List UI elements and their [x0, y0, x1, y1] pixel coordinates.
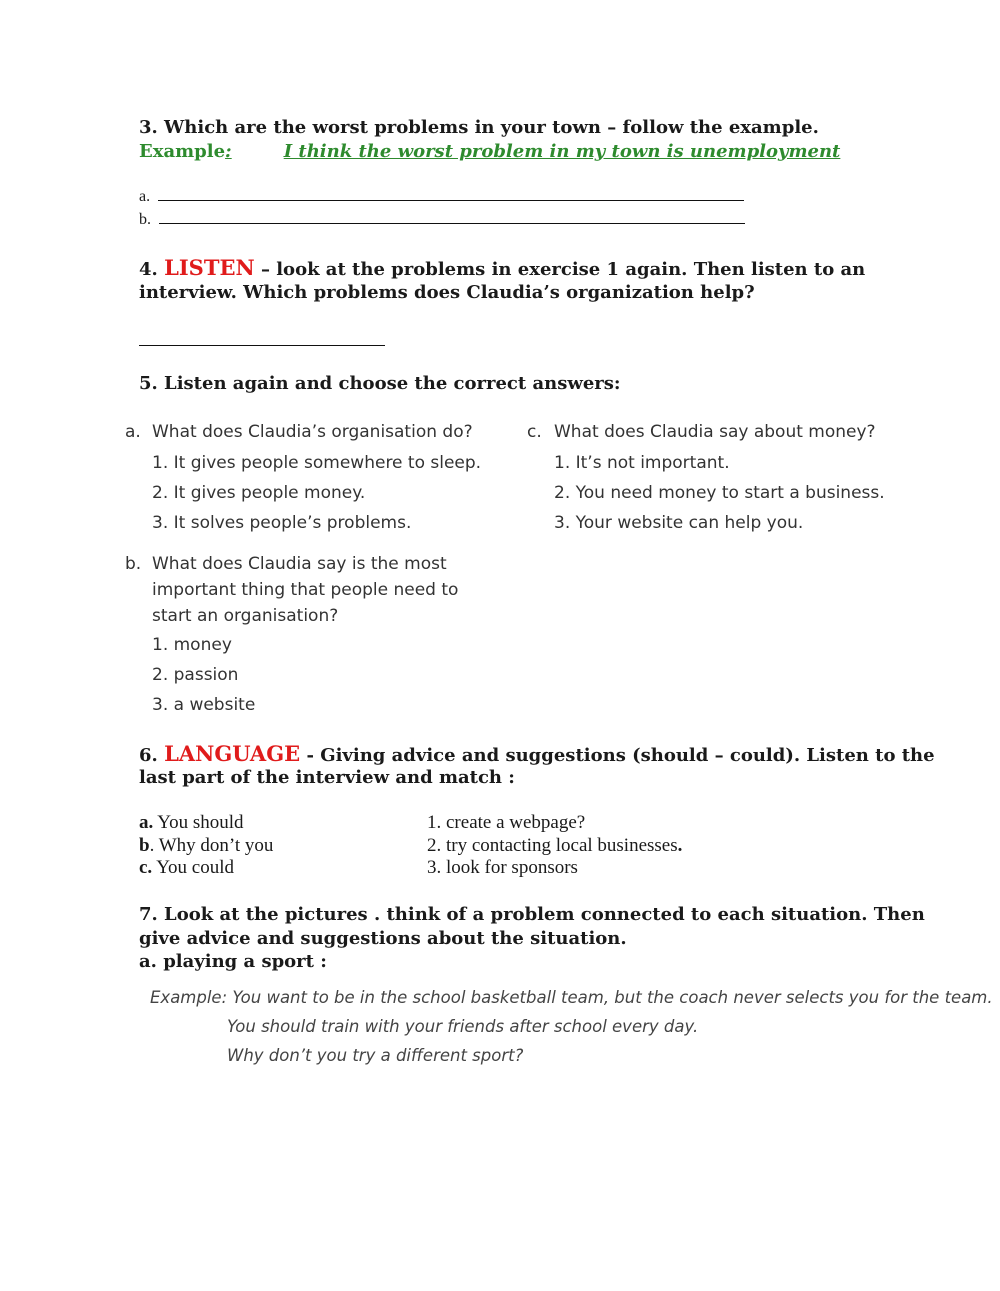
example-answer: I think the worst problem in my town is unemployment: [283, 141, 841, 162]
mc-b-text-3: start an organisation?: [152, 606, 339, 626]
question-5-title: 5. Listen again and choose the correct answers:: [139, 373, 621, 394]
mc-b-letter: b.: [125, 554, 142, 574]
match-left-column: [139, 812, 273, 880]
example-line-2: You should train with your friends after school every day.: [227, 1017, 699, 1036]
example-line-1: Example: You want to be in the school basketball team, but the coach never selects you for the team.: [150, 988, 993, 1007]
answer-a-label: a.: [139, 188, 151, 205]
question-7-line1: 7. Look at the pictures . think of a problem connected to each situation. Then: [139, 904, 925, 925]
listen-keyword: LISTEN: [164, 255, 255, 280]
match-left-a-letter: a.: [139, 812, 154, 833]
mc-b-text-1: What does Claudia say is the most: [152, 554, 447, 574]
mc-c-option-1[interactable]: 1. It’s not important.: [554, 453, 730, 473]
question-4-line1: [139, 256, 865, 282]
language-keyword: LANGUAGE: [164, 741, 301, 766]
match-right-2-period: .: [677, 834, 683, 856]
answer-b-blank[interactable]: [159, 209, 745, 224]
match-left-a-text: You should: [153, 812, 244, 833]
match-left-b-text: . Why don’t you: [149, 834, 274, 856]
match-left-a[interactable]: [139, 812, 273, 835]
match-left-b-letter: b: [139, 834, 150, 856]
match-right-2-text: 2. try contacting local businesses: [427, 834, 678, 856]
mc-question-b: [125, 551, 458, 720]
answer-a-blank[interactable]: [158, 186, 744, 201]
question-4-number: 4.: [139, 259, 158, 280]
match-left-c[interactable]: [139, 857, 273, 880]
question-7-example: [150, 983, 993, 1070]
example-separator: :: [225, 141, 232, 162]
mc-c-text: What does Claudia say about money?: [554, 422, 876, 442]
mc-a-option-1[interactable]: 1. It gives people somewhere to sleep.: [152, 453, 482, 473]
question-6-text1: - Giving advice and suggestions (should – could). Listen to the: [306, 745, 935, 766]
question-4-answer-blank[interactable]: [139, 345, 385, 346]
match-right-2[interactable]: [427, 835, 682, 858]
match-right-3[interactable]: 3. look for sponsors: [427, 857, 578, 878]
match-right-1[interactable]: 1. create a webpage?: [427, 812, 586, 833]
mc-c-option-2[interactable]: 2. You need money to start a business.: [554, 483, 885, 503]
mc-b-option-3[interactable]: 3. a website: [152, 695, 256, 715]
mc-b-option-2[interactable]: 2. passion: [152, 665, 239, 685]
example-line-3: Why don’t you try a different sport?: [227, 1046, 524, 1065]
mc-question-c: [527, 419, 885, 538]
question-6-number: 6.: [139, 745, 158, 766]
question-4-text1: – look at the problems in exercise 1 again. Then listen to an: [260, 259, 866, 280]
mc-a-option-3[interactable]: 3. It solves people’s problems.: [152, 513, 412, 533]
mc-c-option-3[interactable]: 3. Your website can help you.: [554, 513, 804, 533]
answer-line-a[interactable]: [139, 186, 744, 208]
mc-question-a: [125, 419, 481, 538]
question-7-part-a: a. playing a sport :: [139, 951, 327, 972]
answer-b-label: b.: [139, 211, 151, 228]
question-3-title: 3. Which are the worst problems in your town – follow the example.: [139, 117, 819, 138]
question-7-line2: give advice and suggestions about the situation.: [139, 928, 627, 949]
mc-c-letter: c.: [527, 422, 542, 442]
question-3-example: [139, 140, 840, 164]
example-label: Example: [139, 141, 226, 162]
match-left-c-letter: c.: [139, 857, 153, 878]
mc-a-text: What does Claudia’s organisation do?: [152, 422, 473, 442]
match-left-c-text: You could: [152, 857, 235, 878]
answer-line-b[interactable]: [139, 209, 745, 231]
mc-b-option-1[interactable]: 1. money: [152, 635, 232, 655]
question-6-line2: last part of the interview and match :: [139, 767, 515, 788]
match-left-b[interactable]: [139, 835, 273, 858]
match-right-column: [427, 812, 682, 880]
question-4-line2: interview. Which problems does Claudia’s organization help?: [139, 282, 755, 303]
question-6-line1: [139, 742, 935, 768]
mc-a-letter: a.: [125, 422, 141, 442]
mc-a-option-2[interactable]: 2. It gives people money.: [152, 483, 366, 503]
mc-b-text-2: important thing that people need to: [152, 580, 459, 600]
